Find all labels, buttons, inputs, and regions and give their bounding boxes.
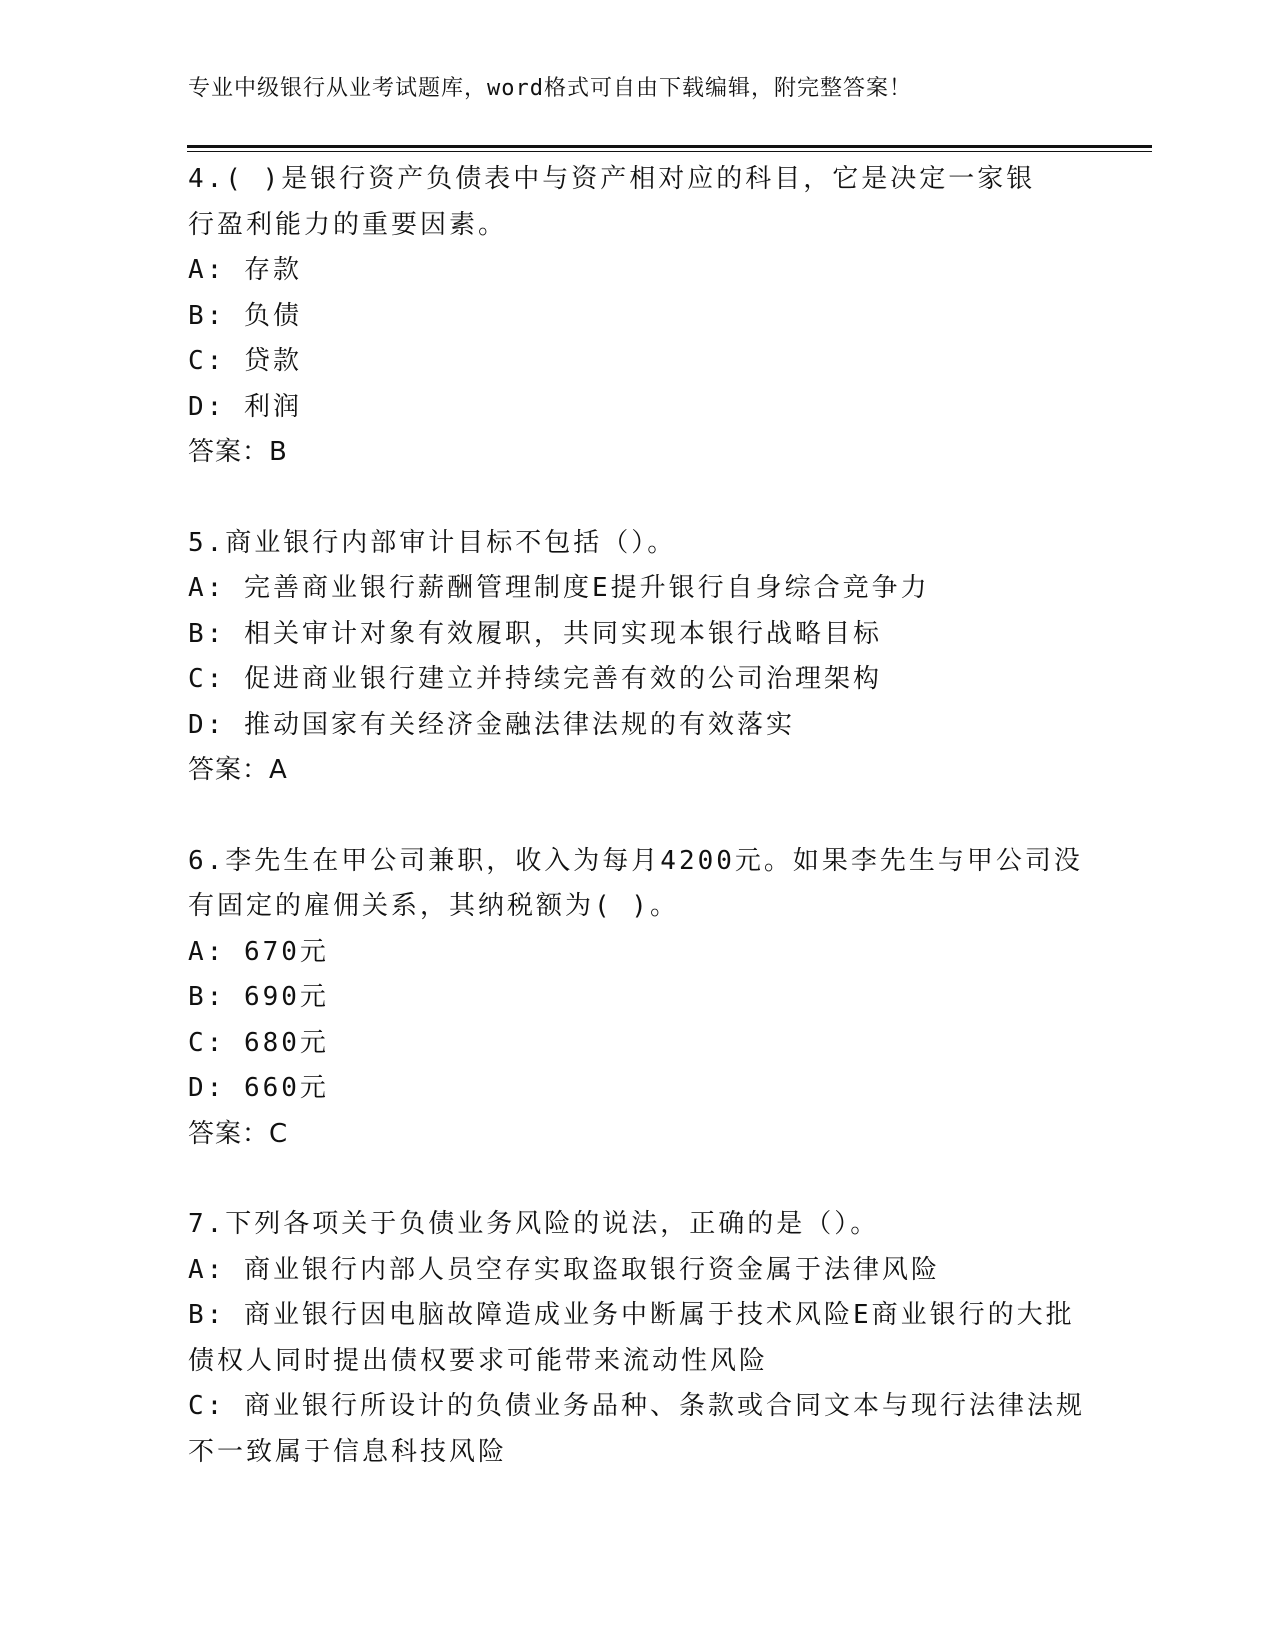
header-rule-thick: [187, 145, 1152, 148]
question-7: [188, 1202, 1088, 1475]
option-a: A: 存款: [188, 255, 302, 285]
option-b-continued: 债权人同时提出债权要求可能带来流动性风险: [188, 1345, 769, 1376]
option-b: B: 相关审计对象有效履职，共同实现本银行战略目标: [188, 618, 882, 649]
question-stem-line: 7.下列各项关于负债业务风险的说法，正确的是（）。: [188, 1209, 880, 1239]
header-rule-thin: [187, 151, 1152, 152]
option-c-continued: 不一致属于信息科技风险: [188, 1436, 508, 1467]
answer-label: 答案：A: [188, 755, 288, 785]
option-c: C: 商业银行所设计的负债业务品种、条款或合同文本与现行法律法规: [188, 1391, 1085, 1421]
question-stem-line: 4.( )是银行资产负债表中与资产相对应的科目，它是决定一家银: [188, 164, 1036, 194]
option-c: C: 促进商业银行建立并持续完善有效的公司治理架构: [188, 664, 882, 694]
option-d: D: 推动国家有关经济金融法律法规的有效落实: [188, 709, 795, 740]
question-stem-line: 有固定的雇佣关系，其纳税额为( )。: [188, 891, 679, 921]
option-d: D: 利润: [188, 391, 302, 422]
option-a: A: 商业银行内部人员空存实取盗取银行资金属于法律风险: [188, 1254, 940, 1285]
question-4: [188, 157, 1088, 476]
question-list: [188, 157, 1088, 1520]
option-c: C: 贷款: [188, 346, 302, 376]
question-6: [188, 839, 1088, 1158]
question-stem-line: 6.李先生在甲公司兼职，收入为每月4200元。如果李先生与甲公司没: [188, 845, 1083, 876]
question-5: [188, 521, 1088, 794]
option-b: B: 负债: [188, 300, 302, 331]
option-a: A: 670元: [188, 936, 329, 967]
option-d: D: 660元: [188, 1073, 329, 1103]
question-stem-line: 5.商业银行内部审计目标不包括（）。: [188, 527, 677, 558]
option-a: A: 完善商业银行薪酬管理制度E提升银行自身综合竞争力: [188, 573, 930, 603]
page-header: 专业中级银行从业考试题库，word格式可自由下载编辑，附完整答案！: [188, 76, 912, 101]
option-b: B: 商业银行因电脑故障造成业务中断属于技术风险E商业银行的大批: [188, 1300, 1075, 1330]
option-c: C: 680元: [188, 1027, 329, 1058]
question-stem-line: 行盈利能力的重要因素。: [188, 209, 508, 240]
answer-label: 答案：C: [188, 1118, 289, 1149]
answer-label: 答案：B: [188, 437, 288, 467]
option-b: B: 690元: [188, 982, 329, 1012]
